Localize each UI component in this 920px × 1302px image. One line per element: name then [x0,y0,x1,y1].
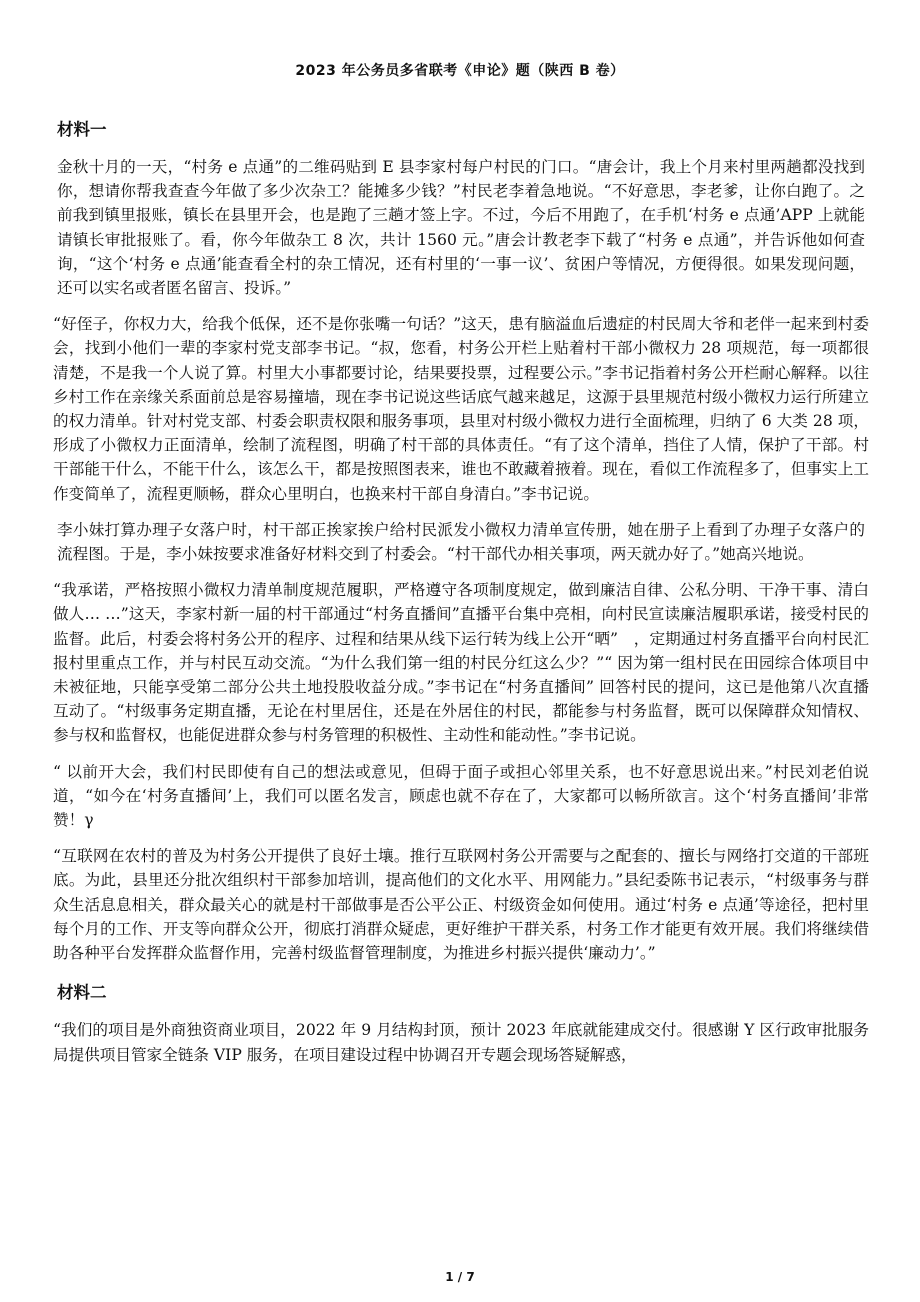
paragraph: “ 以前开大会，我们村民即使有自己的想法或意见，但碍于面子或担心邻里关系，也不好意思说出来。”村民刘老伯说道，“如今在‘村务直播间’上，我们可以匿名发言，顾虑也就不存在了，大家都可以畅所欲言。这个‘村务直播间’非常赞！γ [53,762,869,830]
document-title: 2023 年公务员多省联考《申论》题（陕西 B 卷） [295,63,625,79]
paragraph: 金秋十月的一天，“村务 e 点通”的二维码贴到 E 县李家村每户村民的门口。“唐会计，我上个月来村里两趟都没找到你，想请你帮我查查今年做了多少次杂工？能摊多少钱？”村民老李着急地说。“不好意思，李老爹，让你白跑了。之前我到镇里报账，镇长在县里开会，也是跑了三趟才签上字。不过，今后不用跑了，在手机‘村务 e 点通’APP 上就能请镇长审批报账了。看，你今年做杂工 8 次，共计 1560 元。”唐会计教老李下载了“村务 e 点通”，并告诉他如何查询，“这个‘村务 e 点通’能查看全村的杂工情况，还有村里的‘一事一议’、贫困户等情况，方便得很。如果发现问题，还可以实名或者匿名留言、投诉。” [57,158,865,298]
page-number: 1 / 7 [445,1270,475,1284]
paragraph: “我承诺，严格按照小微权力清单制度规范履职，严格遵守各项制度规定，做到廉洁自律、公私分明、干净干事、清白做人… …”这天，李家村新一届的村干部通过“村务直播间”直播平台集中亮相，向村民宣读廉洁履职承诺，接受村民的监督。此后，村委会将村务公开的程序、过程和结果从线下运行转为线上公开“晒” ，定期通过村务直播平台向村民汇报村里重点工作，并与村民互动交流。“为什么我们第一组的村民分红这么少？”“ 因为第一组村民在田园综合体项目中未被征地，只能享受第二部分公共土地投股收益分成。”李书记在“村务直播间” 回答村民的提问，这已是他第八次直播互动了。“村级事务定期直播，无论在村里居住，还是在外居住的村民，都能参与村务监督，既可以保障群众知情权、参与权和监督权，也能促进群众参与村务管理的积极性、主动性和能动性。”李书记说。 [53,581,869,745]
section-heading-material-one: 材料一 [57,120,107,139]
paragraph: “我们的项目是外商独资商业项目，2022 年 9 月结构封顶，预计 2023 年底就能建成交付。很感谢 Y 区行政审批服务局提供项目管家全链条 VIP 服务，在项目建设过程中协调召开专题会现场答疑解惑， [53,1021,869,1064]
section-heading-material-two: 材料二 [57,983,107,1003]
document-body [53,118,869,1079]
paragraph: 李小妹打算办理子女落户时，村干部正挨家挨户给村民派发小微权力清单宣传册，她在册子上看到了办理子女落户的流程图。于是，李小妹按要求准备好材料交到了村委会。“村干部代办相关事项，两天就办好了。”她高兴地说。 [57,520,865,564]
paragraph: “互联网在农村的普及为村务公开提供了良好土壤。推行互联网村务公开需要与之配套的、擅长与网络打交道的干部班底。为此，县里还分批次组织村干部参加培训，提高他们的文化水平、用网能力。”县纪委陈书记表示，“村级事务与群众生活息息相关，群众最关心的就是村干部做事是否公平公正、村级资金如何使用。通过‘村务 e 点通’等途径，把村里每个月的工作、开支等向群众公开，彻底打消群众疑虑，更好维护干群关系，村务工作才能更有效开展。我们将继续借助各种平台发挥群众监督作用，完善村级监督管理制度，为推进乡村振兴提供‘廉动力’。” [53,847,869,963]
paragraph: “好侄子，你权力大，给我个低保，还不是你张嘴一句话？”这天，患有脑溢血后遗症的村民周大爷和老伴一起来到村委会，找到小他们一辈的李家村党支部李书记。“叔，您看，村务公开栏上贴着村干部小微权力 28 项规范，每一项都很清楚，不是我一个人说了算。村里大小事都要讨论，结果要投票，过程要公示。”李书记指着村务公开栏耐心解释。以往乡村工作在亲缘关系面前总是容易撞墙，现在李书记说这些话底气越来越足，这源于县里规范村级小微权力运行所建立的权力清单。针对村党支部、村委会职责权限和服务事项，县里对村级小微权力进行全面梳理，归纳了 6 大类 28 项，形成了小微权力正面清单，绘制了流程图，明确了村干部的具体责任。“有了这个清单，挡住了人情，保护了干部。村干部能干什么，不能干什么，该怎么干，都是按照图表来，谁也不敢藏着掖着。现在，看似工作流程多了，但事实上工作变简单了，流程更顺畅，群众心里明白，也换来村干部自身清白。”李书记说。 [53,315,869,503]
